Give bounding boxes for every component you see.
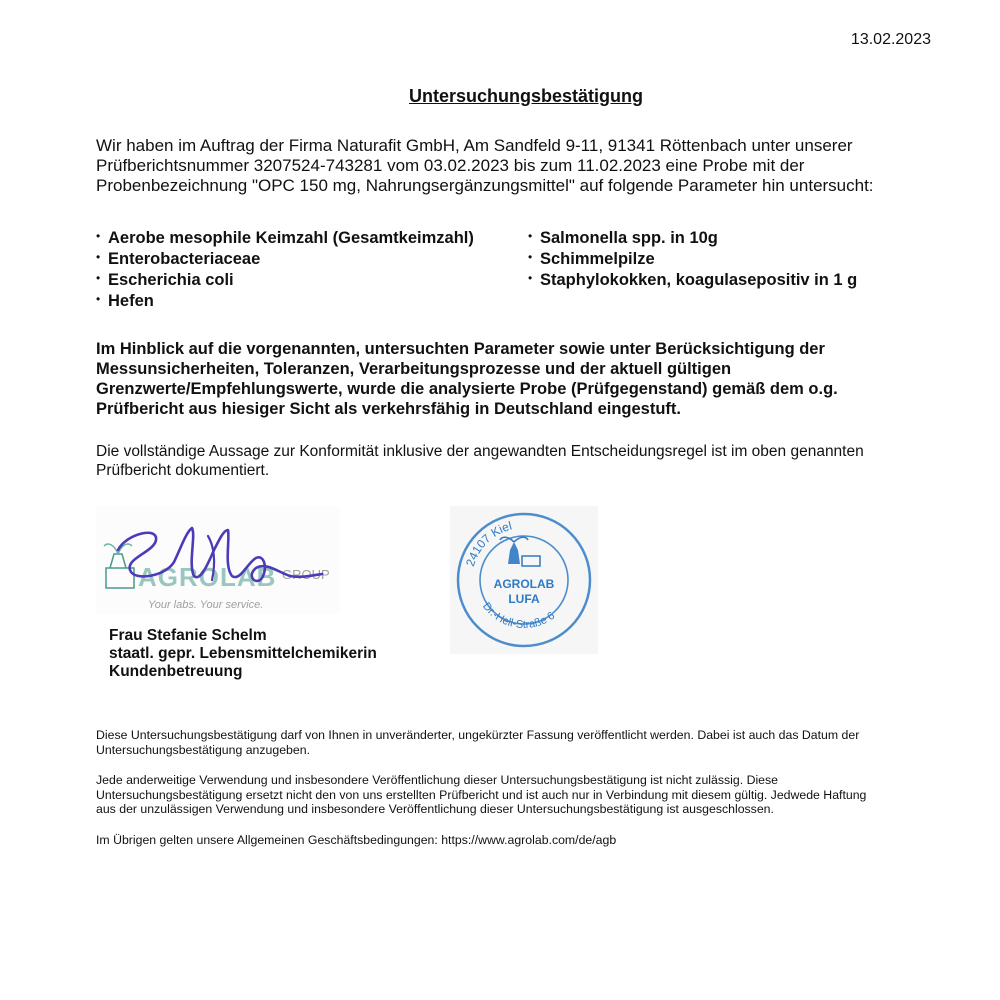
conclusion-line: Grenzwerte/Empfehlungswerte, wurde die analysierte Probe (Prüfgegenstand) gemäß dem o.g. [96,380,838,398]
conclusion-line: Messunsicherheiten, Toleranzen, Verarbeitungsprozesse und der aktuell gültigen [96,360,732,378]
logo-tagline-text: Your labs. Your service. [148,599,264,611]
official-stamp [450,506,598,654]
parameter-item [528,228,857,249]
footer-line: Untersuchungsbestätigung anzugeben. [96,742,310,757]
parameter-item [96,291,474,312]
parameter-label: Schimmelpilze [540,250,655,268]
footer-line: Jede anderweitige Verwendung und insbesondere Veröffentlichung dieser Untersuchungsbestätigung ist nicht zulässig. Diese [96,773,779,787]
parameter-label: Staphylokokken, koagulasepositiv in 1 g [540,271,858,289]
parameter-item [528,249,857,270]
parameter-item [96,270,474,291]
document-title: Untersuchungsbestätigung [408,86,643,106]
footer-paragraph-restrictions [96,773,946,817]
conclusion-line: Im Hinblick auf die vorgenannten, untersuchten Parameter sowie unter Berücksichtigung der [96,340,825,358]
footer-terms-text: Im Übrigen gelten unsere Allgemeinen Geschäftsbedingungen: https://www.agrolab.com/de/agb [96,832,617,847]
conformity-line: Prüfbericht dokumentiert. [96,462,270,479]
document-date: 13.02.2023 [850,31,931,48]
intro-paragraph [96,136,946,196]
stamp-bottom-text: Dr.-Hell-Straße 6 [480,600,558,632]
parameter-item [528,270,857,291]
parameter-column-left [96,228,474,312]
footer-disclaimer [96,728,946,863]
parameter-label: Enterobacteriaceae [108,250,261,268]
conclusion-paragraph [96,339,946,419]
parameter-item [96,228,474,249]
bullet-icon: • [96,271,101,285]
parameter-label: Hefen [108,292,154,310]
intro-line: Probenbezeichnung "OPC 150 mg, Nahrungsergänzungsmittel" auf folgende Parameter hin untersucht: [96,176,874,195]
agrolab-group-logo-with-signature [96,506,340,614]
bullet-icon: • [528,250,533,264]
conclusion-line: Prüfbericht aus hiesiger Sicht als verkehrsfähig in Deutschland eingestuft. [96,400,681,418]
bullet-icon: • [96,250,101,264]
conformity-paragraph [96,442,946,480]
bullet-icon: • [528,271,533,285]
signer-department: Kundenbetreuung [109,663,243,680]
signer-block [109,627,377,681]
stamp-name-line1: AGROLAB [493,577,555,591]
intro-line: Wir haben im Auftrag der Firma Naturafit GmbH, Am Sandfeld 9-11, 91341 Röttenbach unter unserer [96,136,853,155]
footer-paragraph-publication [96,728,946,757]
bullet-icon: • [96,229,101,243]
intro-line: Prüfberichtsnummer 3207524-743281 vom 03.02.2023 bis zum 11.02.2023 eine Probe mit der [96,156,805,175]
stamp-top-text: 24107 Kiel [463,518,514,569]
footer-line: aus der unzulässigen Verwendung und insbesondere Veröffentlichung dieser Untersuchungsbestätigung ist ausgeschlossen. [96,802,774,816]
footer-line: Untersuchungsbestätigung ersetzt nicht den von uns erstellten Prüfbericht und ist auch nur in Verbindung mit diesem gültig. Jedwede Haftung [96,787,867,802]
logo-group-text: GROUP [282,567,330,582]
conformity-line: Die vollständige Aussage zur Konformität inklusive der angewandten Entscheidungsregel ist im oben genannten [96,443,864,460]
agrolab-lufa-stamp [450,506,598,654]
bullet-icon: • [528,229,533,243]
stamp-name-line2: LUFA [508,592,540,606]
parameter-label: Salmonella spp. in 10g [540,229,718,247]
parameter-label: Escherichia coli [108,271,234,289]
signer-role: staatl. gepr. Lebensmittelchemikerin [109,645,377,662]
signature-image [96,506,340,614]
footer-line: Diese Untersuchungsbestätigung darf von Ihnen in unveränderter, ungekürzter Fassung veröffentlicht werden. Dabei ist auch das Datum der [96,728,860,742]
bullet-icon: • [96,292,101,306]
parameter-column-right [528,228,857,291]
stamp-lab-icon [500,537,540,566]
parameter-item [96,249,474,270]
logo-brand-text: AGROLAB [138,562,277,592]
signer-name: Frau Stefanie Schelm [109,627,267,644]
footer-paragraph-terms [96,833,946,848]
parameter-label: Aerobe mesophile Keimzahl (Gesamtkeimzahl) [108,229,474,247]
